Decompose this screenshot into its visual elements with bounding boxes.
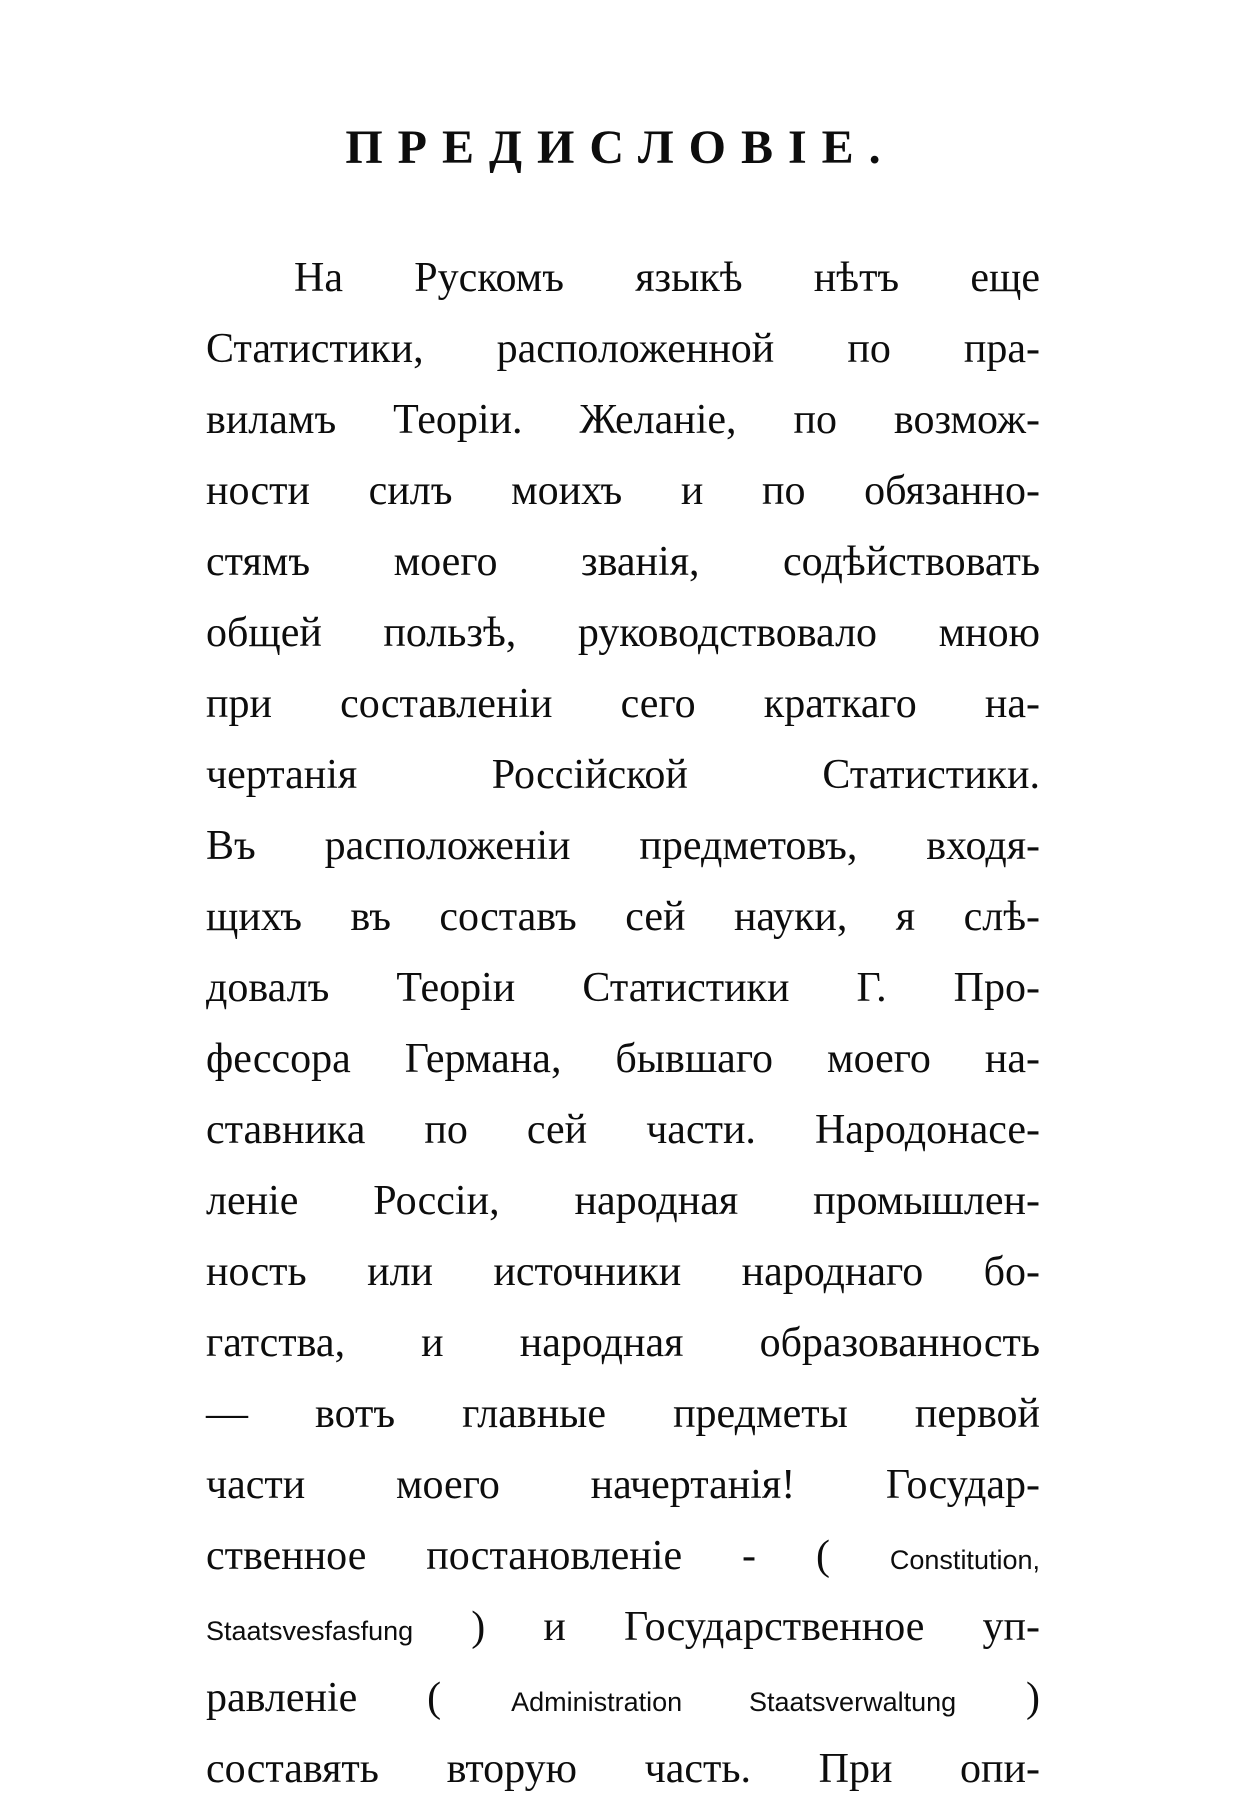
text-line: составять вторую часть. При опи- <box>206 1746 1040 1792</box>
text-line: фессора Германа, бывшаго моего на- <box>206 1036 1040 1082</box>
text-line: ность или источники народнаго бо- <box>206 1249 1040 1295</box>
text-line: части моего начертанія! Государ- <box>206 1462 1040 1508</box>
text-line: общей пользѣ, руководствовало мною <box>206 610 1040 656</box>
text-line: при составленіи сего краткаго на- <box>206 681 1040 727</box>
text-segment: равленіе ( <box>206 1675 442 1721</box>
text-line-mixed <box>206 1663 1040 1734</box>
text-segment: ственное постановленіе - ( <box>206 1533 830 1579</box>
body-text <box>206 243 1040 1805</box>
latin-term: Staatsvesfasfung <box>206 1616 414 1646</box>
text-line: чертанія Россійской Статистики. <box>206 752 1040 798</box>
text-line-mixed <box>206 1521 1040 1592</box>
text-segment: ) <box>1026 1675 1041 1721</box>
text-line: стямъ моего званія, содѣйствовать <box>206 539 1040 585</box>
text-line: ности силъ моихъ и по обязанно- <box>206 468 1040 514</box>
page-title: ПРЕДИСЛОВІЕ. <box>345 121 896 174</box>
text-line: довалъ Теоріи Статистики Г. Про- <box>206 965 1040 1011</box>
text-line: леніе Россіи, народная промышлен- <box>206 1178 1040 1224</box>
text-line: Статистики, расположенной по пра- <box>206 326 1040 372</box>
text-line: На Рускомъ языкѣ нѣтъ еще <box>294 255 1040 301</box>
text-line: Въ расположеніи предметовъ, входя- <box>206 823 1040 869</box>
text-line: щихъ въ составъ сей науки, я слѣ- <box>206 894 1040 940</box>
latin-term: Administration Staatsverwaltung <box>511 1687 957 1717</box>
text-line: виламъ Теоріи. Желаніе, по возмож- <box>206 397 1040 443</box>
text-line-mixed <box>206 1592 1040 1663</box>
latin-term: Constitution, <box>889 1545 1040 1575</box>
text-line: — вотъ главные предметы первой <box>206 1391 1040 1437</box>
text-line: гатства, и народная образованность <box>206 1320 1040 1366</box>
text-segment: ) и Государственное уп- <box>471 1604 1040 1650</box>
text-line: ставника по сей части. Народонасе- <box>206 1107 1040 1153</box>
